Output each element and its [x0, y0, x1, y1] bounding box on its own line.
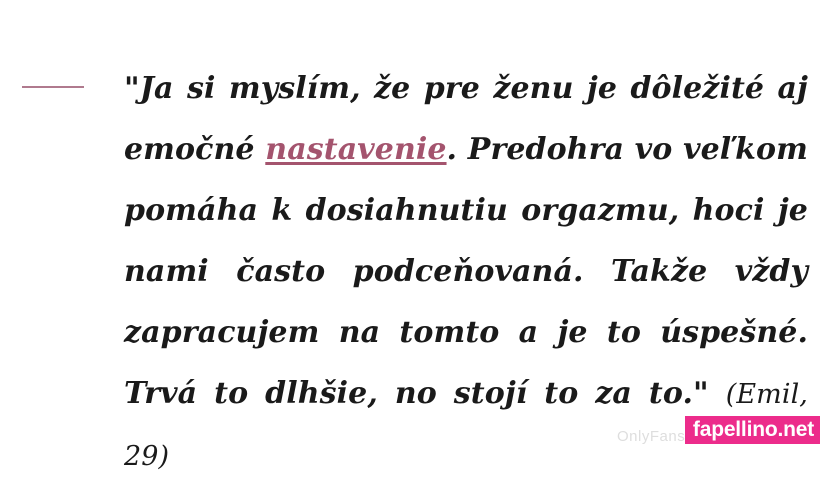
quote-text-part2: . Predohra vo veľkom pomáha k dosiahnutiu orgazmu, hoci je nami často podceňovaná. Takže vždy zapracujem na tomto a je to úspešné. Trvá to dlhšie, no stojí to za to."	[124, 132, 808, 411]
quote-dash-rule	[22, 86, 84, 88]
faint-background-mark: OnlyFans	[617, 428, 686, 445]
quote-highlight-link[interactable]: nastavenie	[265, 132, 447, 167]
quote-attribution: (Emil, 29)	[124, 379, 808, 472]
site-watermark	[685, 416, 820, 444]
watermark-label: fapellino.net	[692, 418, 814, 441]
quote-text-part1: "Ja si myslím, že pre ženu je dôležité aj emočné	[124, 71, 808, 167]
